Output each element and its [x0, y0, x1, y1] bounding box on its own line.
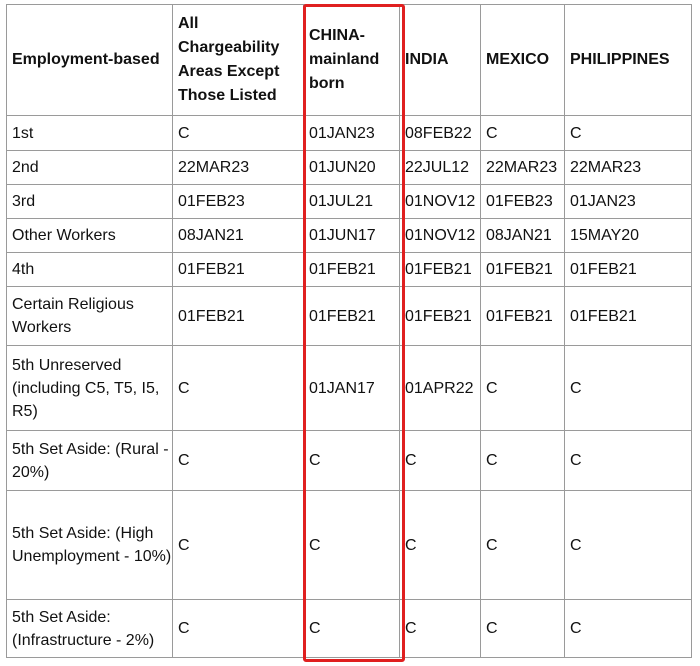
- header-mexico: MEXICO: [481, 5, 565, 116]
- cell-mexico: C: [481, 116, 565, 151]
- cell-all-chargeability: C: [173, 491, 304, 600]
- header-row: [7, 5, 692, 116]
- cell-philippines: 15MAY20: [565, 219, 692, 253]
- cell-mexico: C: [481, 600, 565, 658]
- cell-philippines: C: [565, 431, 692, 491]
- header-all-chargeability: All Chargeability Areas Except Those Listed: [173, 5, 304, 116]
- cell-mexico: C: [481, 346, 565, 431]
- row-label: 5th Set Aside: (Rural - 20%): [7, 431, 173, 491]
- header-employment-based: Employment-based: [7, 5, 173, 116]
- cell-india: C: [400, 600, 481, 658]
- cell-india: 22JUL12: [400, 151, 481, 185]
- header-philippines: PHILIPPINES: [565, 5, 692, 116]
- table-row: [7, 287, 692, 346]
- table-row: [7, 431, 692, 491]
- cell-mexico: 01FEB21: [481, 253, 565, 287]
- cell-india: 01FEB21: [400, 287, 481, 346]
- table-row: [7, 253, 692, 287]
- cell-china: 01JUN17: [304, 219, 400, 253]
- cell-china: 01JUN20: [304, 151, 400, 185]
- table-row: [7, 151, 692, 185]
- cell-philippines: 01FEB21: [565, 253, 692, 287]
- cell-mexico: C: [481, 491, 565, 600]
- cell-philippines: 22MAR23: [565, 151, 692, 185]
- cell-india: 01APR22: [400, 346, 481, 431]
- row-label: 1st: [7, 116, 173, 151]
- cell-india: 08FEB22: [400, 116, 481, 151]
- row-label: 2nd: [7, 151, 173, 185]
- row-label: 3rd: [7, 185, 173, 219]
- employment-based-dates-table: [6, 4, 692, 658]
- cell-china: C: [304, 491, 400, 600]
- cell-china: 01JUL21: [304, 185, 400, 219]
- row-label: 5th Set Aside: (Infrastructure - 2%): [7, 600, 173, 658]
- cell-philippines: 01JAN23: [565, 185, 692, 219]
- cell-all-chargeability: 22MAR23: [173, 151, 304, 185]
- cell-all-chargeability: 01FEB21: [173, 287, 304, 346]
- cell-philippines: C: [565, 491, 692, 600]
- cell-china: C: [304, 600, 400, 658]
- cell-all-chargeability: C: [173, 431, 304, 491]
- cell-india: C: [400, 431, 481, 491]
- cell-mexico: 08JAN21: [481, 219, 565, 253]
- cell-philippines: 01FEB21: [565, 287, 692, 346]
- cell-philippines: C: [565, 600, 692, 658]
- cell-india: C: [400, 491, 481, 600]
- table-row: [7, 116, 692, 151]
- cell-china: 01FEB21: [304, 287, 400, 346]
- cell-china: 01FEB21: [304, 253, 400, 287]
- cell-mexico: 01FEB23: [481, 185, 565, 219]
- cell-mexico: C: [481, 431, 565, 491]
- table-row: [7, 491, 692, 600]
- row-label: 4th: [7, 253, 173, 287]
- row-label: Certain Religious Workers: [7, 287, 173, 346]
- cell-all-chargeability: C: [173, 600, 304, 658]
- row-label: 5th Set Aside: (High Unemployment - 10%): [7, 491, 173, 600]
- table-row: [7, 219, 692, 253]
- cell-china: 01JAN17: [304, 346, 400, 431]
- table-row: [7, 346, 692, 431]
- cell-all-chargeability: 01FEB21: [173, 253, 304, 287]
- table-row: [7, 185, 692, 219]
- cell-philippines: C: [565, 346, 692, 431]
- visa-bulletin-table-container: [6, 4, 692, 658]
- cell-india: 01NOV12: [400, 219, 481, 253]
- table-row: [7, 600, 692, 658]
- cell-india: 01NOV12: [400, 185, 481, 219]
- cell-all-chargeability: C: [173, 116, 304, 151]
- header-india: INDIA: [400, 5, 481, 116]
- row-label: 5th Unreserved (including C5, T5, I5, R5): [7, 346, 173, 431]
- row-label: Other Workers: [7, 219, 173, 253]
- cell-all-chargeability: C: [173, 346, 304, 431]
- cell-china: 01JAN23: [304, 116, 400, 151]
- header-china: CHINA-mainland born: [304, 5, 400, 116]
- cell-india: 01FEB21: [400, 253, 481, 287]
- cell-china: C: [304, 431, 400, 491]
- cell-all-chargeability: 08JAN21: [173, 219, 304, 253]
- cell-all-chargeability: 01FEB23: [173, 185, 304, 219]
- cell-mexico: 01FEB21: [481, 287, 565, 346]
- cell-mexico: 22MAR23: [481, 151, 565, 185]
- cell-philippines: C: [565, 116, 692, 151]
